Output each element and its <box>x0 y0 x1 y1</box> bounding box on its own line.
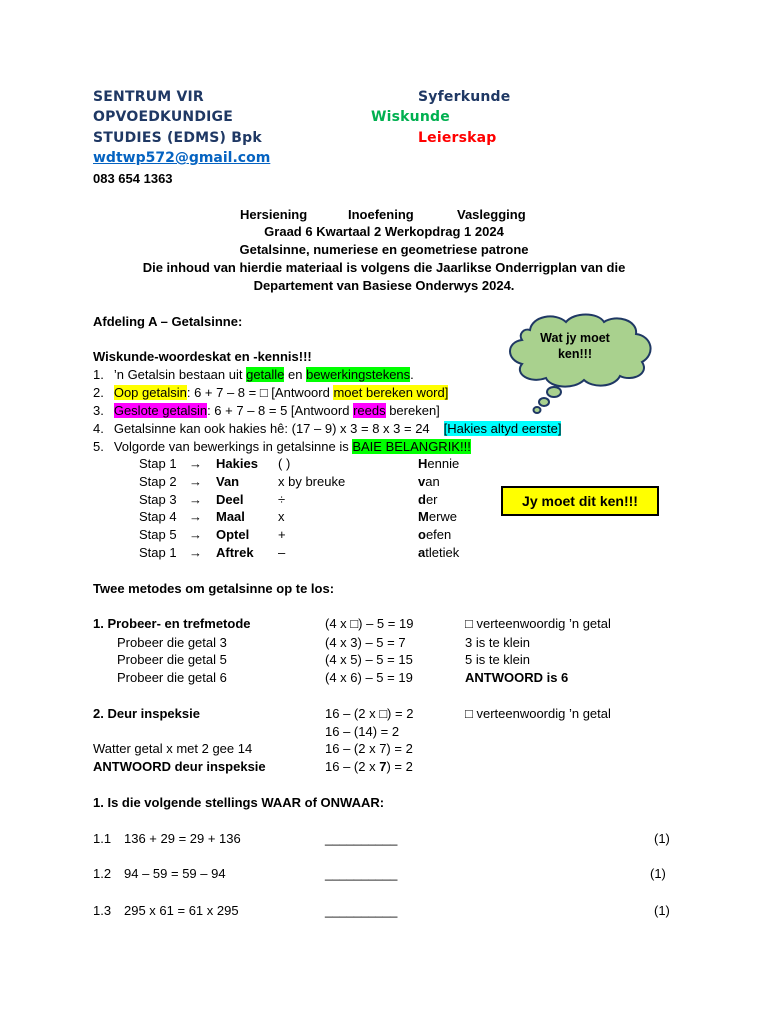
question-1-3-text: 295 x 61 = 61 x 295 <box>124 903 239 918</box>
step-6-arrow-icon: → <box>189 545 202 560</box>
method-1-note: □ verteenwoordig ’n getal <box>465 616 611 631</box>
header-vaslegging: Vaslegging <box>457 207 526 222</box>
step-6-mnemonic: atletiek <box>418 545 460 560</box>
step-2-symbol: x by breuke <box>278 474 346 489</box>
method-1-row-1-expr: (4 x 3) – 5 = 7 <box>325 635 406 650</box>
email-link[interactable]: wdtwp572@gmail.com <box>93 150 271 166</box>
item-2: 2. Oop getalsin: 6 + 7 – 8 = □ [Antwoord moet bereken word] <box>93 385 449 400</box>
step-3-label: Stap 3 <box>139 492 177 507</box>
header-hersiening: Hersiening <box>240 207 308 222</box>
step-5-symbol: + <box>278 527 286 542</box>
method-1-row-3-expr: (4 x 6) – 5 = 19 <box>325 670 413 685</box>
subject-leierskap: Leierskap <box>418 130 497 146</box>
method-1-expression: (4 x □) – 5 = 19 <box>325 616 414 631</box>
method-1-row-1-label: Probeer die getal 3 <box>117 635 227 650</box>
header-content-line: Die inhoud van hierdie materiaal is volgens die Jaarlikse Onderrigplan van die <box>142 260 626 275</box>
method-2-expr-2: 16 – (14) = 2 <box>325 724 400 739</box>
section-subtitle: Wiskunde-woordeskat en -kennis!!! <box>93 349 312 364</box>
phone-number: 083 654 1363 <box>93 171 173 186</box>
method-2-answer-label: ANTWOORD deur inspeksie <box>93 759 266 774</box>
item-3: 3. Geslote getalsin: 6 + 7 – 8 = 5 [Antwoord reeds bereken] <box>93 403 440 418</box>
method-2-expression: 16 – (2 x □) = 2 <box>325 706 414 721</box>
step-2-mnemonic: van <box>418 474 440 489</box>
method-2-title: 2. Deur inspeksie <box>93 706 200 721</box>
method-2-answer-expr: 16 – (2 x 7) = 2 <box>325 759 413 774</box>
step-4-symbol: x <box>278 509 285 524</box>
subject-syferkunde: Syferkunde <box>418 89 511 105</box>
header-grade-line: Graad 6 Kwartaal 2 Werkopdrag 1 2024 <box>264 224 504 239</box>
step-5-operation: Optel <box>216 527 250 542</box>
step-5-mnemonic: oefen <box>418 527 452 542</box>
method-1-row-3-label: Probeer die getal 6 <box>117 670 227 685</box>
method-1-row-1-note: 3 is te klein <box>465 635 531 650</box>
step-1-arrow-icon: → <box>189 456 202 471</box>
step-4-arrow-icon: → <box>189 509 202 524</box>
item-1: 1. ’n Getalsin bestaan uit getalle en bewerkingstekens. <box>93 367 414 382</box>
method-1-title: 1. Probeer- en trefmetode <box>93 616 251 631</box>
step-2-operation: Van <box>216 474 240 489</box>
question-1-2-answer-blank[interactable]: __________ <box>325 866 398 881</box>
question-1-2-text: 94 – 59 = 59 – 94 <box>124 866 226 881</box>
header-topic-line: Getalsinne, numeriese en geometriese patrone <box>239 242 529 257</box>
question-1-1-number: 1.1 <box>93 831 112 846</box>
cloud-text: Wat jy moet ken!!! <box>540 331 610 361</box>
question-1-3-answer-blank[interactable]: __________ <box>325 903 398 918</box>
header-inoefening: Inoefening <box>348 207 414 222</box>
question-1-1-text: 136 + 29 = 29 + 136 <box>124 831 241 846</box>
step-6-label: Stap 1 <box>139 545 177 560</box>
step-6-symbol: – <box>278 545 286 560</box>
step-3-symbol: ÷ <box>278 492 286 507</box>
step-4-label: Stap 4 <box>139 509 177 524</box>
question-1-2-marks: (1) <box>650 866 666 881</box>
method-1-row-2-note: 5 is te klein <box>465 652 531 667</box>
step-1-mnemonic: Hennie <box>418 456 460 471</box>
step-1-symbol: ( ) <box>278 456 291 471</box>
method-1-row-2-expr: (4 x 5) – 5 = 15 <box>325 652 413 667</box>
step-2-label: Stap 2 <box>139 474 177 489</box>
question-1-1-marks: (1) <box>654 831 670 846</box>
method-1-row-2-label: Probeer die getal 5 <box>117 652 227 667</box>
question-1-2-number: 1.2 <box>93 866 112 881</box>
method-1-answer: ANTWOORD is 6 <box>465 670 569 685</box>
must-know-box: Jy moet dit ken!!! <box>501 486 659 516</box>
step-4-mnemonic: Merwe <box>418 509 458 524</box>
step-2-arrow-icon: → <box>189 474 202 489</box>
item-4: 4. Getalsinne kan ook hakies hê: (17 – 9) x 3 = 8 x 3 = 24 [Hakies altyd eerste] <box>93 421 562 436</box>
method-2-row-3-label: Watter getal x met 2 gee 14 <box>93 741 253 756</box>
step-5-label: Stap 5 <box>139 527 177 542</box>
step-3-arrow-icon: → <box>189 492 202 507</box>
step-3-mnemonic: der <box>418 492 438 507</box>
question-1-3-number: 1.3 <box>93 903 112 918</box>
step-4-operation: Maal <box>216 509 245 524</box>
method-2-row-3-expr: 16 – (2 x 7) = 2 <box>325 741 413 756</box>
step-1-operation: Hakies <box>216 456 258 471</box>
methods-title: Twee metodes om getalsinne op te los: <box>93 581 335 596</box>
method-2-note: □ verteenwoordig ’n getal <box>465 706 611 721</box>
header-department-line: Departement van Basiese Onderwys 2024. <box>253 278 515 293</box>
subject-wiskunde: Wiskunde <box>371 109 450 125</box>
question-1-1-answer-blank[interactable]: __________ <box>325 831 398 846</box>
section-title: Afdeling A – Getalsinne: <box>93 314 243 329</box>
org-line-3: STUDIES (EDMS) Bpk <box>93 130 262 146</box>
org-line-2: OPVOEDKUNDIGE <box>93 109 234 125</box>
question-1-3-marks: (1) <box>654 903 670 918</box>
step-6-operation: Aftrek <box>216 545 254 560</box>
org-line-1: SENTRUM VIR <box>93 89 204 105</box>
step-5-arrow-icon: → <box>189 527 202 542</box>
questions-title: 1. Is die volgende stellings WAAR of ONWAAR: <box>93 795 385 810</box>
item-5: 5. Volgorde van bewerkings in getalsinne is BAIE BELANGRIK!!! <box>93 439 471 454</box>
thought-cloud-icon <box>500 310 660 415</box>
step-1-label: Stap 1 <box>139 456 177 471</box>
step-3-operation: Deel <box>216 492 244 507</box>
